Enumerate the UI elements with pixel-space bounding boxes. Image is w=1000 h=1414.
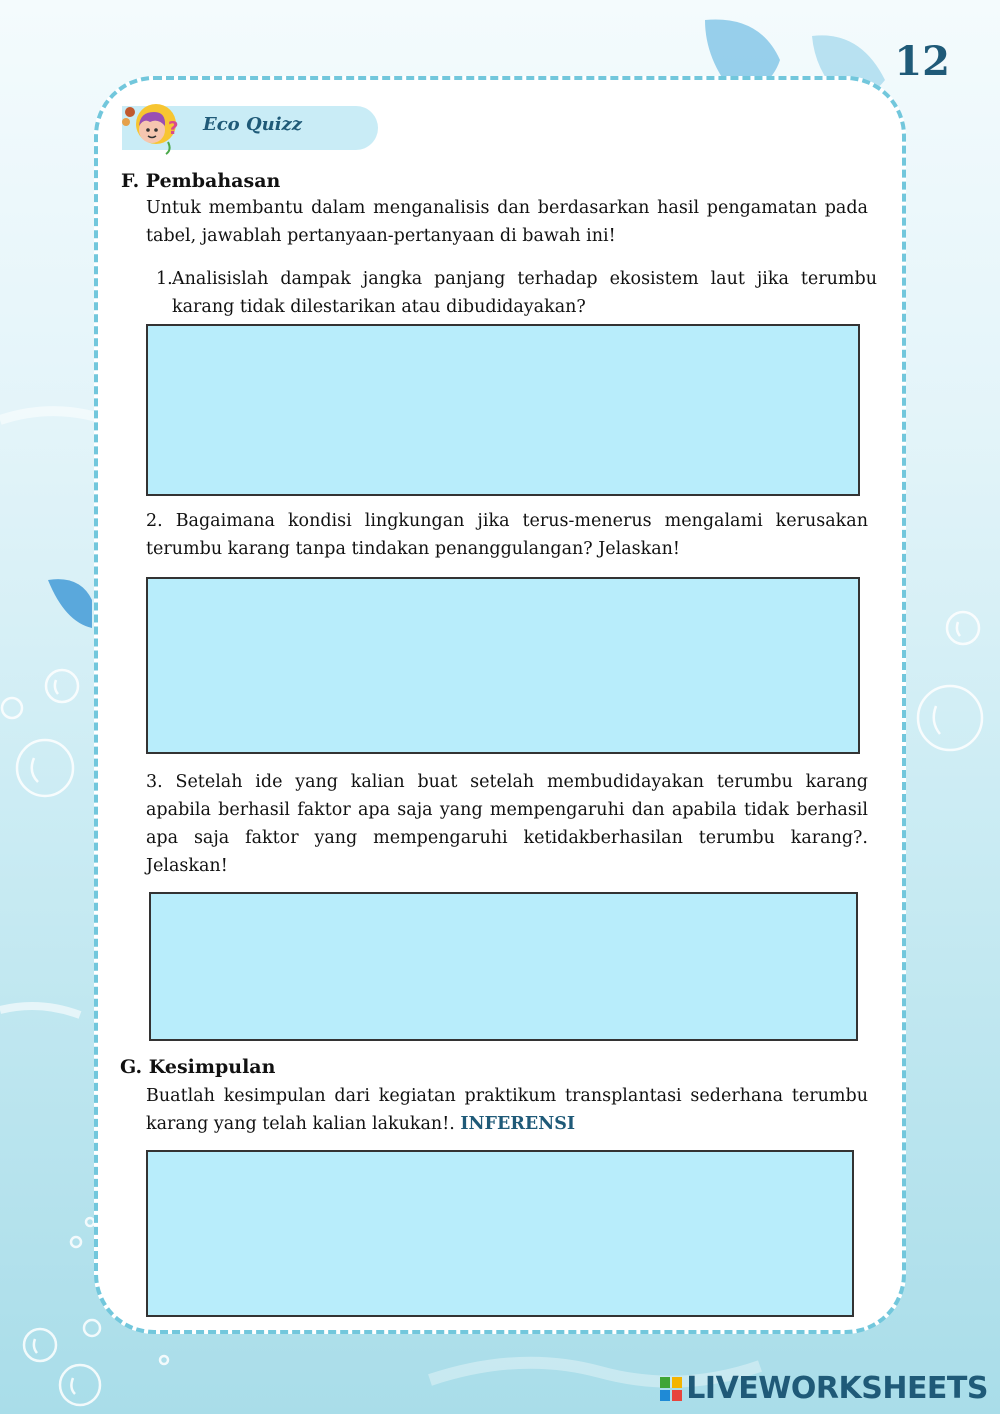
section-g-text	[146, 1082, 868, 1138]
inferensi-tag: INFERENSI	[460, 1114, 576, 1134]
question-1	[156, 265, 877, 321]
liveworksheets-logo[interactable]	[660, 1371, 988, 1406]
answer-box-3[interactable]	[149, 892, 858, 1041]
answer-box-conclusion[interactable]	[146, 1150, 854, 1317]
liveworksheets-brand: LIVEWORKSHEETS	[686, 1371, 988, 1406]
section-f-heading: F. Pembahasan	[121, 170, 281, 192]
answer-box-1[interactable]	[146, 324, 860, 496]
page-number: 12	[894, 38, 950, 85]
answer-box-2[interactable]	[146, 577, 860, 754]
section-g-instruction: Buatlah kesimpulan dari kegiatan praktikum transplantasi sederhana terumbu karang yang telah kalian lakukan!.	[146, 1086, 868, 1134]
liveworksheets-logo-icon	[660, 1377, 682, 1401]
question-1-text: Analisislah dampak jangka panjang terhadap ekosistem laut jika terumbu karang tidak dilestarikan atau dibudidayakan?	[172, 269, 877, 317]
svg-text:?: ?	[168, 118, 179, 139]
question-2-text: 2. Bagaimana kondisi lingkungan jika terus-menerus mengalami kerusakan terumbu karang tanpa tindakan penanggulangan? Jelaskan!	[146, 511, 868, 559]
quiz-mascot-icon	[112, 92, 188, 158]
question-1-number: 1.	[156, 269, 173, 289]
header-title: Eco Quizz	[203, 114, 302, 135]
question-3-text: 3. Setelah ide yang kalian buat setelah membudidayakan terumbu karang apabila berhasil faktor apa saja yang mempengaruhi dan apabila tidak berhasil apa saja faktor yang mempengaruhi ketidakberhasilan terumbu karang?. Jelaskan!	[146, 772, 868, 876]
section-g-heading: G. Kesimpulan	[120, 1056, 276, 1078]
section-f-intro: Untuk membantu dalam menganalisis dan berdasarkan hasil pengamatan pada tabel, jawablah pertanyaan-pertanyaan di bawah ini!	[146, 198, 868, 246]
